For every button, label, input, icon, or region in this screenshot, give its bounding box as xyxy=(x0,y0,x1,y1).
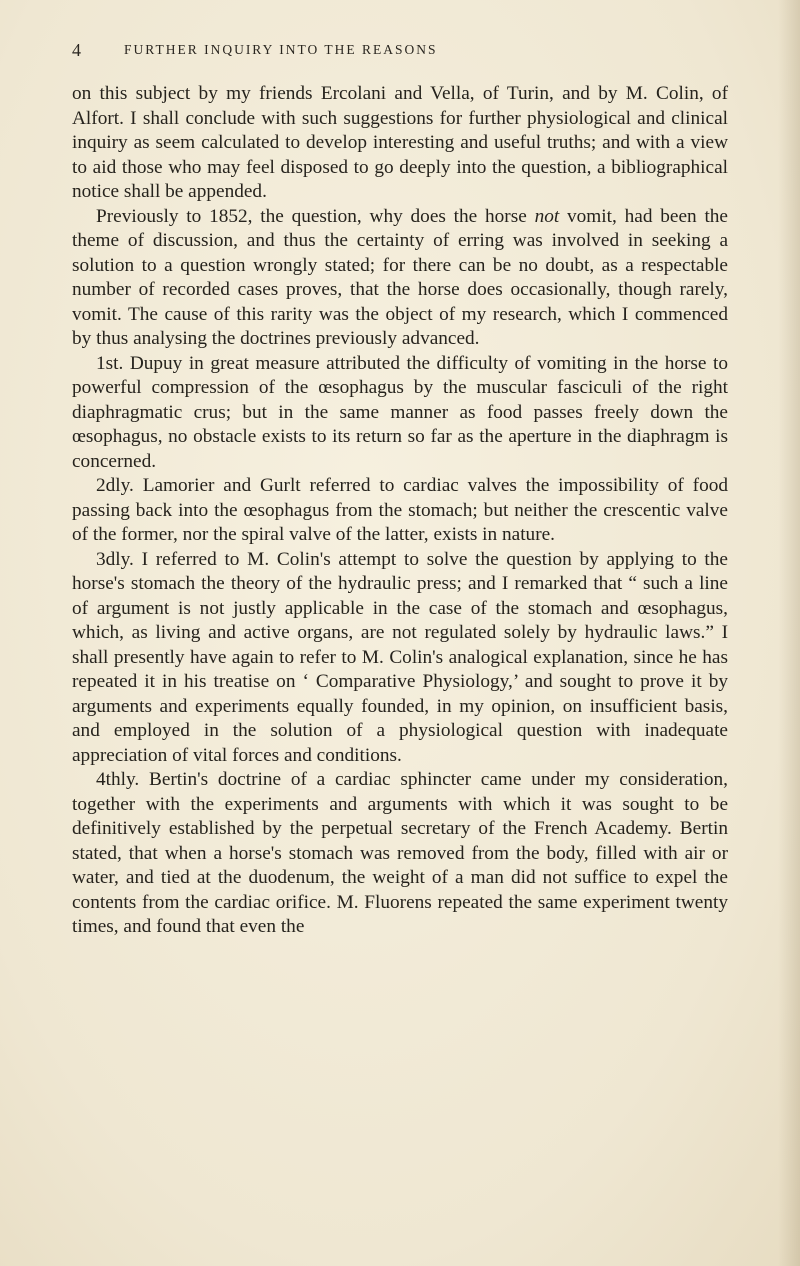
paragraph-5: 3dly. I referred to M. Colin's attempt to solve the question by applying to the horse's stomach the theory of the hydraulic press; and I remarked that “ such a line of argument is not justly applicable in the case of the stomach and œsophagus, which, as living and active organs, are not regulated solely by hydraulic laws.” I shall presently have again to refer to M. Colin's analogical explanation, since he has repeated it in his treatise on ‘ Comparative Physiology,’ and sought to prove it by arguments and experiments equally founded, in my opinion, on insufficient basis, and employed in the solution of a physiological question with inadequate appreciation of vital forces and conditions. xyxy=(72,548,728,766)
paragraph-2-text-after: vomit, had been the theme of discussion, and thus the certainty of erring was involved in seeking a solution to a question wrongly stated; for there can be no doubt, as a respectable number of recorded cases proves, that the horse does occasionally, though rarely, vomit. The cause of this rarity was the object of my research, which I commenced by thus analysing the doctrines previously advanced. xyxy=(72,205,728,349)
paragraph-4: 2dly. Lamorier and Gurlt referred to cardiac valves the impossibility of food passing back into the œsophagus from the stomach; but neither the crescentic valve of the former, nor the spiral valve of the latter, exists in nature. xyxy=(72,475,728,545)
paragraph-6: 4thly. Bertin's doctrine of a cardiac sphincter came under my consideration, together with the experiments and arguments with which it was sought to be definitively established by the perpetual secretary of the French Academy. Bertin stated, that when a horse's stomach was removed from the body, filled with air or water, and tied at the duodenum, the weight of a man did not suffice to expel the contents from the cardiac orifice. M. Fluorens repeated the same experiment twenty times, and found that even the xyxy=(72,769,728,937)
page-number: 4 xyxy=(72,40,81,60)
paragraph-1: on this subject by my friends Ercolani and Vella, of Turin, and by M. Colin, of Alfort. I shall conclude with such suggestions for further physiological and clinical inquiry as seem calculated to develop interesting and useful truths; and with a view to aid those who may feel disposed to go deeply into the question, a bibliographical notice shall be appended. xyxy=(72,83,728,202)
paragraph-2-text-before: Previously to 1852, the question, why does the horse xyxy=(96,205,535,227)
paragraph-3: 1st. Dupuy in great measure attributed the difficulty of vomiting in the horse to powerful compression of the œsophagus by the muscular fasciculi of the right diaphragmatic crus; but in the same manner as food passes freely down the œsophagus, no obstacle exists to its return so far as the aperture in the diaphragm is concerned. xyxy=(72,352,728,472)
running-head xyxy=(72,42,732,64)
page-edge-shadow xyxy=(778,0,800,1266)
paragraph-2 xyxy=(72,205,728,352)
paragraph-2-emphasis: not xyxy=(534,205,560,227)
running-title: FURTHER INQUIRY INTO THE REASONS xyxy=(124,42,438,57)
body-text xyxy=(72,82,728,940)
